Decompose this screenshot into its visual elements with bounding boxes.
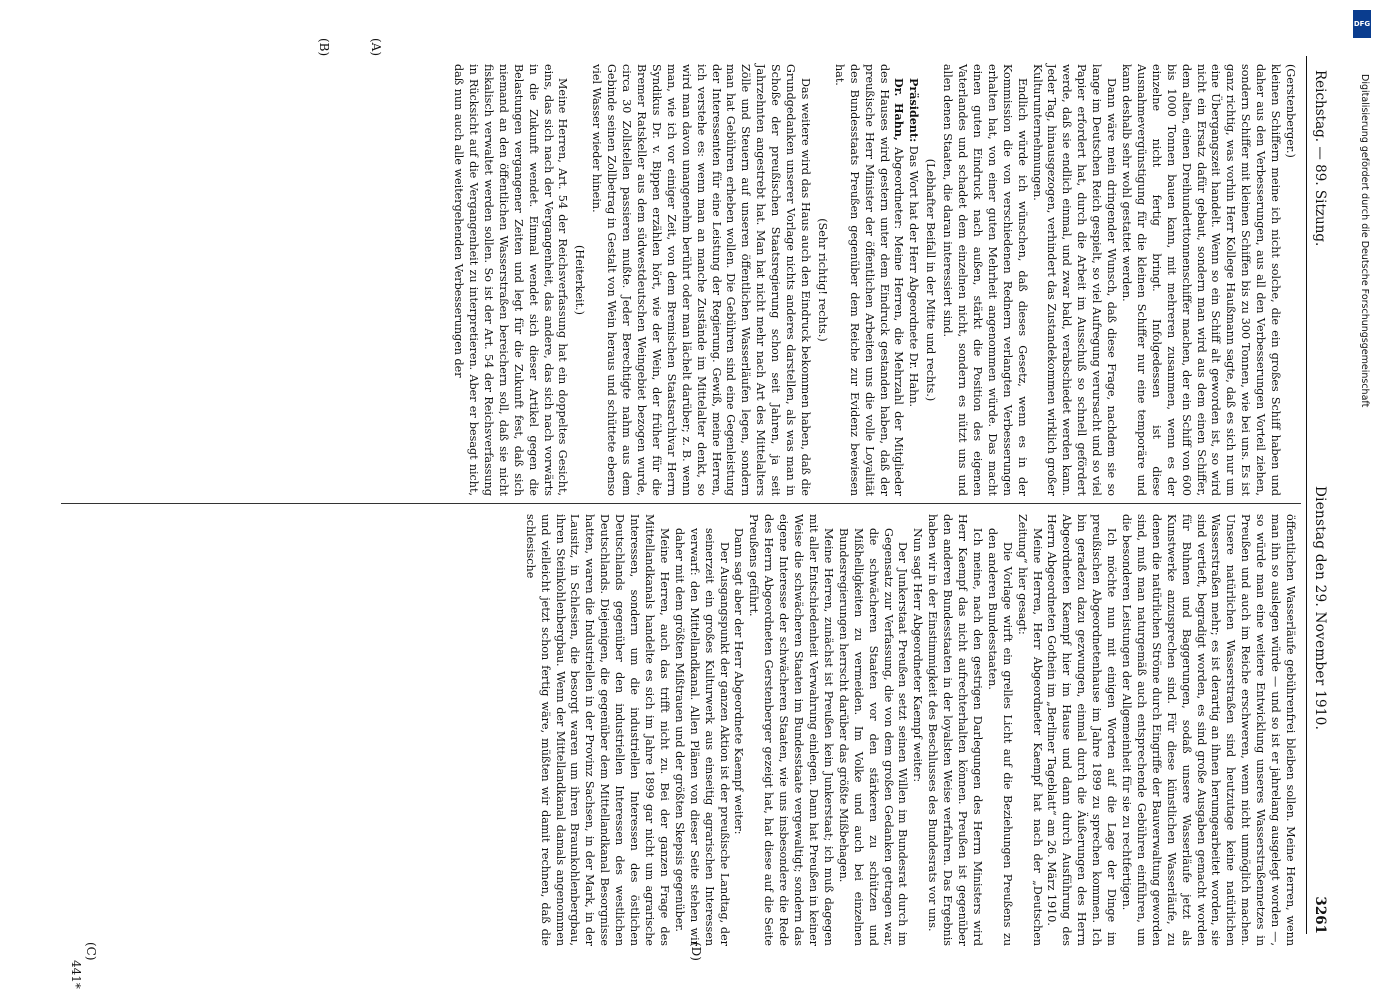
paragraph: Das weitere wird das Haus auch den Eindruck bekommen haben, daß die Grundgedanken unserer Vorlage nichts anderes darstellen, als was man in Schoße der preußischen Staatsregierung schon seit Jahren, ja seit Jahrzehnten angestrebt hat. Man hat nicht mehr nach Art des Mittelalters Zölle und Steuern auf unseren öffentlichen Wasserläufen legen, sondern man hat Gebühren erheben wollen. Die Gebühren sind eine Gegenleistung der Interessenten für eine Leistung der Regierung. Gewiß, meine Herren, ich verstehe es: wenn man an manche Zustände im Mittelalter denkt, so wird man davon unangenehm berührt oder man lächelt darüber; z. B. wenn man, wie ich vor einiger Zeit, von dem Bremischen Staatsarchivar Herrn Syndikus Dr. v. Bippen erzählen hört, wie der Wein, der früher für die Bremer Ratskeller aus dem südwestdeutschen Weingebiet bezogen wurde, circa 30 Zollstellen passieren mußte. Jeder Berechtigte nahm aus dem Gebinde seinen Zollbetrag in Gestalt von Wein heraus und schüttete ebenso viel Wasser wieder hinein. xyxy=(590,64,812,496)
paragraph: Dann sagt aber der Herr Abgeordnete Kaempf weiter: xyxy=(732,528,746,835)
paragraph: Ich möchte nun mit einigen Worten auf die Lage der Dinge im preußischen Abgeordnetenhause im Jahre 1899 zu sprechen kommen. Ich bin geradezu dazu gezwungen, einmal durch die Äußerungen des Herrn Abgeordneten Kaempf hier im Hause und dann durch Ausführung des Herrn Abgeordneten Gothein im „Berliner Tageblatt“ am 26. März 1910. xyxy=(1045,514,1119,946)
speech-text: Das Wort hat der Herr Abgeordnete Dr. Hahn. xyxy=(907,142,921,408)
paragraph: Meine Herren, Herr Abgeordneter Kaempf hat nach der „Deutschen Zeitung“ hier gesagt: xyxy=(1015,514,1044,946)
right-column xyxy=(522,514,1297,946)
paragraph: Meine Herren, auch das trifft nicht zu. Bei der ganzen Frage des Mittellandkanals handelte es sich im Jahre 1899 gar nicht um agrarische Interessen, sondern um die industriellen Interessen des östlichen Deutschlands gegenüber den industriellen Interessen des westlichen Deutschlands. Diejenigen, die gegenüber dem Mittellandkanal Besorgnisse hatten, waren die Industriellen in der Provinz Sachsen, in der Mark, in der Lausitz, in Schlesien, die besorgt waren um ihren Braunkohlenbergbau, ihren Steinkohlenbergbau. Wenn der Mittellandkanal damals angenommen und vielleicht jetzt schon fertig wäre, müßten wir damit rechnen, daß die schlesische xyxy=(523,514,671,946)
stage-direction: (Lebhafter Beifall in der Mitte und rechts.) xyxy=(924,158,938,402)
header-date: Dienstag den 29. November 1910. xyxy=(1312,486,1328,731)
running-head xyxy=(1306,56,1333,934)
speaker-name: Präsident: xyxy=(907,78,921,143)
paragraph: Meine Herren, zunächst ist Preußen kein Junkerstaat; ich muß dagegen mit aller Entschiedenheit Verwahrung einlegen. Dann hat Preußen in keiner Weise die schwächeren Staaten im Bundesstaate vergewaltigt; sondern das eigene Interesse der schwächeren Staaten, wie uns insbesondere die Rede des Herrn Abgeordneten Gerstenberger gezeigt hat, hat diese auf die Seite Preußens geführt. xyxy=(747,514,835,946)
paragraph: Ich meine, nach den gestrigen Darlegungen des Herrn Ministers wird Herr Kaempf das nicht aufrechterhalten können. Preußen ist gegenüber den anderen Bundesstaaten in der loyalsten Weise verfahren. Das Ergebnis haben wir in der Einstimmigkeit des Beschlusses des Bundesrats vor uns. xyxy=(926,514,984,946)
paragraph: Endlich würde ich wünschen, daß dieses Gesetz, wenn es in der Kommission die von verschiedenen Rednern verlangten Verbesserungen erhalten hat, von einer guten Mehrheit angenommen würde. Das macht einen guten Eindruck nach außen, stärkt die Position des eigenen Vaterlandes und schadet dem einzelnen nicht, sondern es nützt uns und allen denen Staaten, die daran interessiert sind. xyxy=(941,64,1029,496)
paragraph: Nun sagt Herr Abgeordneter Kaempf weiter: xyxy=(911,528,925,783)
margin-letter-b: (B) xyxy=(317,38,331,57)
paragraph: öffentlichen Wasserläufe gebührenfrei bleiben sollen. Meine Herren, wenn man ihn so auslegen würde — und so ist er jahrelang ausgelegt worden —, so würde man eine weitere Entwicklung unseres Wasserstraßennetzes in Preußen und auch im Reiche erschweren, wenn nicht unmöglich machen. Unsere natürlichen Wasserstraßen sind heutzutage keine natürlichen Wasserstraßen mehr; es ist derartig an ihnen herumgearbeitet worden, sie sind vertieft, begradigt worden, es sind große Ausgaben gemacht worden für Buhnen und Baggerungen, sodaß unsere Wasserläufe jetzt als Kunstwerke anzusprechen sind. Für diese künstlichen Wasserläufe, zu denen die natürlichen Ströme durch Eingriffe der Bauverwaltung geworden sind, muß man naturgemäß auch entsprechende Gebühren einführen, um die besonderen Leistungen der Allgemeinheit für sie zu rechtfertigen. xyxy=(1120,514,1297,946)
paragraph: Meine Herren, Art. 54 der Reichsverfassung hat ein doppeltes Gesicht, eins, das sich nach der Vergangenheit, das andere, das sich nach vorwärts in die Zukunft wendet. Einmal wendet sich dieser Artikel gegen die Belastungen vergangener Zeiten und legt für die Zukunft fest, daß sich niemand an den öffentlichen Wasserstraßen bereichern soll, daß sie nicht fiskalisch verwaltet werden sollen. So ist der Art. 54 der Reichsverfassung in Rücksicht auf die Vergangenheit zu interpretieren. Aber er besagt nicht, daß nun auch alle weitergehenden Verbesserungen der xyxy=(452,64,570,496)
paragraph: Dann wäre mein dringender Wunsch, daß diese Frage, nachdem sie so lange im Deutschen Reich gespielt, so viel Aufregung verursacht und so viel Papier erfordert hat, durch die Arbeit im Ausschuß so schnell gefördert werde, daß sie endlich einmal, und zwar bald, verabschiedet werden kann. Jeder Tag, hinausgezogen, verhindert das Zustandekommen wirklich großer Kulturunternehmungen. xyxy=(1030,64,1119,496)
stage-direction: (Heiterkeit.) xyxy=(573,245,587,315)
stage-direction: (Sehr richtig! rechts.) xyxy=(815,218,829,342)
left-column xyxy=(450,64,1297,496)
paragraph xyxy=(905,64,920,496)
quotation: Der Ausgangspunkt der ganzen Aktion ist der preußische Landtag, der seinerzeit ein großes Kulturwerk aus einseitig agrarischen Interessen verwarf: den Mittellandkanal. Allen Plänen von dieser Seite stehen wir daher mit dem größten Mißtrauen und der größten Skepsis gegenüber. xyxy=(672,528,731,946)
margin-letter-a: (A) xyxy=(369,38,383,57)
paragraph: kleinen Schiffern meine ich nicht solche, die ein großes Schiff haben und daher aus den Verbesserungen, aus all den Verbesserungen Vorteil ziehen, sondern Schiffer mit kleinen Schiffen bis zu 300 Tonnen, wie bei uns. Es ist ganz richtig, was vorhin Herr Kollege Haußmann sagte, daß es sich nur um eine Übergangszeit handelt. Wenn so ein Schiff alt geworden ist, so wird nicht ein Ersatz dafür gebaut, sondern man wird aus dem einen Schiffer, dem alten, einen Dreihunderttonnenschiffer machen, der ein Schiff von 600 bis 1000 Tonnen bauen kann, mit mehreren zusammen, wenn es der einzelne nicht fertig bringt. Infolgedessen ist diese Ausnahmevergünstigung für die kleinen Schiffer nur eine temporäre und kann deshalb sehr wohl gestattet werden. xyxy=(1120,64,1283,496)
column-divider xyxy=(61,503,1301,504)
page-number: 3261 xyxy=(1312,896,1328,934)
digitization-note xyxy=(1352,20,1374,970)
margin-letter-c: (C) xyxy=(84,942,98,961)
digitization-credit: Digitalisierung gefördert durch die Deutsche Forschungsgemeinschaft xyxy=(1359,74,1370,408)
paragraph xyxy=(831,64,906,496)
header-left: Reichstag. — 89. Sitzung. xyxy=(1312,70,1328,247)
quotation: Die Vorlage wirft ein grelles Licht auf die Beziehungen Preußens zu den anderen Bundesstaaten. xyxy=(985,528,1014,946)
speech-text: Abgeordneter: Meine Herren, die Mehrzahl der Mitglieder des Hauses wird gestern unter dem Eindruck gestanden haben, daß der preußische Herr Minister der öffentlichen Arbeiten uns die volle Loyalität des Bundesstaats Preußen gegenüber dem Reiche zur Evidenz bewiesen hat. xyxy=(832,64,906,496)
speaker-tag: (Gerstenberger.) xyxy=(1284,64,1297,158)
quotation: Der Junkerstaat Preußen setzt seinen Willen im Bundesrat durch im Gegensatz zur Verfassung, die von dem großen Gedanken getragen war, die schwächeren Staaten vor den stärkeren zu schützen und Mißhelligkeiten zu vermeiden. Im Volke und auch bei einzelnen Bundesregierungen herrscht darüber das größte Mißbehagen. xyxy=(836,528,910,946)
margin-letter-d: (D) xyxy=(689,942,703,961)
sheet-signature: 441* xyxy=(69,960,83,989)
dfg-logo-icon: DFG xyxy=(1353,10,1371,38)
speaker-name: Dr. Hahn, xyxy=(892,78,906,141)
